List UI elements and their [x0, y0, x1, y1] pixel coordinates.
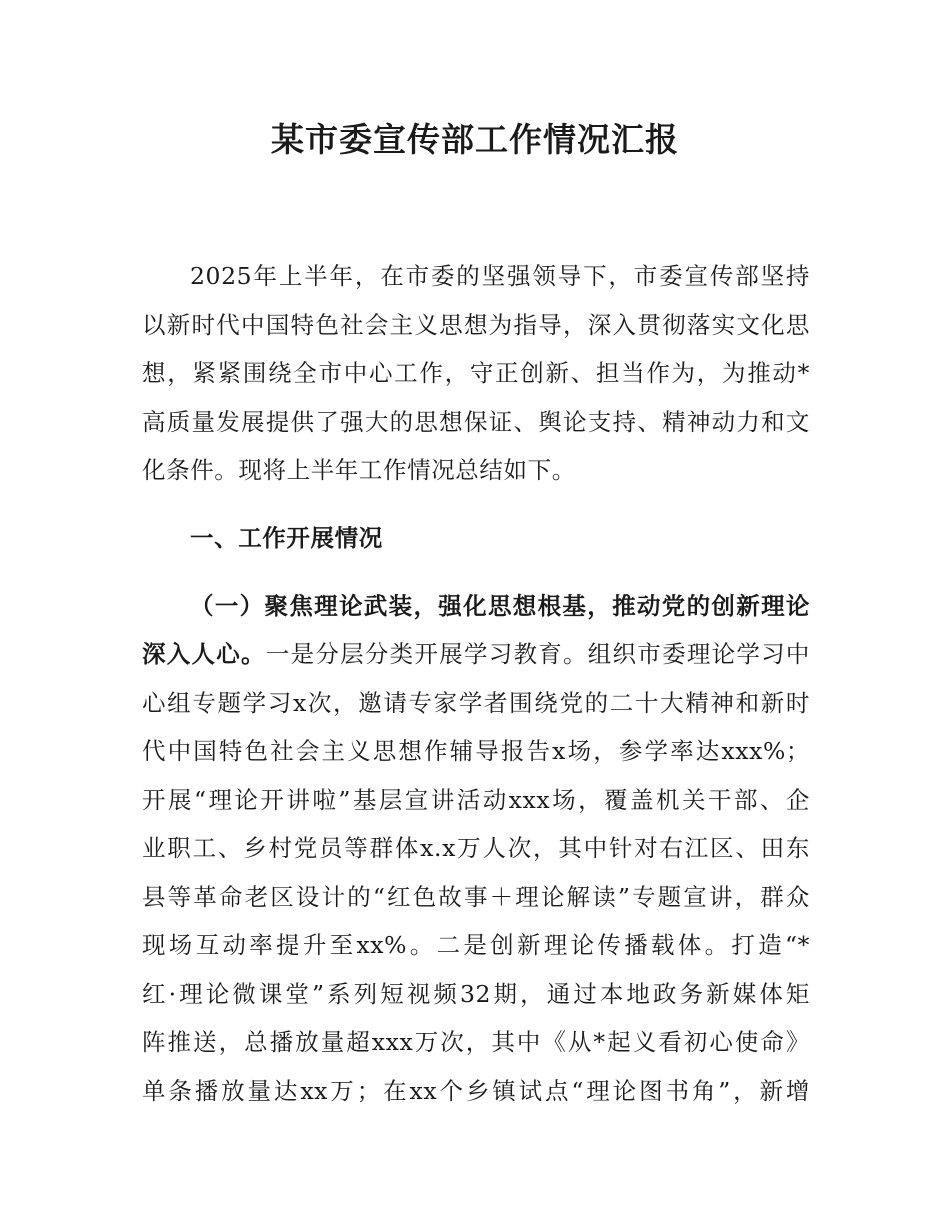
body-line-8: 阵推送，总播放量超xxx万次，其中《从*起义看初心使命》	[142, 1028, 810, 1056]
body-line-7: 红·理论微课堂”系列短视频32期，通过本地政务新媒体矩	[142, 980, 810, 1008]
body-line-4: 业职工、乡村党员等群体x.x万人次，其中针对右江区、田东	[142, 834, 810, 862]
intro-line-2: 以新时代中国特色社会主义思想为指导，深入贯彻落实文化思	[142, 311, 810, 339]
body-line-6: 现场互动率提升至xx%。二是创新理论传播载体。打造“*	[142, 931, 810, 959]
body-line-5: 县等革命老区设计的“红色故事＋理论解读”专题宣讲，群众	[142, 883, 810, 911]
intro-line-3: 想，紧紧围绕全市中心工作，守正创新、担当作为，为推动*	[142, 359, 810, 387]
section-heading: 一、工作开展情况	[190, 524, 383, 552]
body-line-1: 心组专题学习x次，邀请专家学者围绕党的二十大精神和新时	[142, 689, 810, 717]
subsection-heading-tail: 深入人心。	[142, 640, 266, 668]
intro-line-4: 高质量发展提供了强大的思想保证、舆论支持、精神动力和文	[142, 408, 810, 436]
subsection-line-2	[142, 634, 810, 674]
subsection-line-2-text: 一是分层分类开展学习教育。组织市委理论学习中	[265, 640, 810, 668]
body-line-3: 开展“理论开讲啦”基层宣讲活动xxx场，覆盖机关干部、企	[142, 786, 810, 814]
document-title: 某市委宣传部工作情况汇报	[271, 120, 679, 159]
intro-line-1: 2025年上半年，在市委的坚强领导下，市委宣传部坚持	[190, 262, 810, 290]
body-line-9: 单条播放量达xx万；在xx个乡镇试点“理论图书角”，新增	[142, 1077, 810, 1105]
intro-line-5: 化条件。现将上半年工作情况总结如下。	[142, 456, 576, 484]
body-line-2: 代中国特色社会主义思想作辅导报告x场，参学率达xxx%；	[142, 737, 810, 765]
subsection-heading-line-1: （一）聚焦理论武装，强化思想根基，推动党的创新理论	[190, 592, 810, 620]
